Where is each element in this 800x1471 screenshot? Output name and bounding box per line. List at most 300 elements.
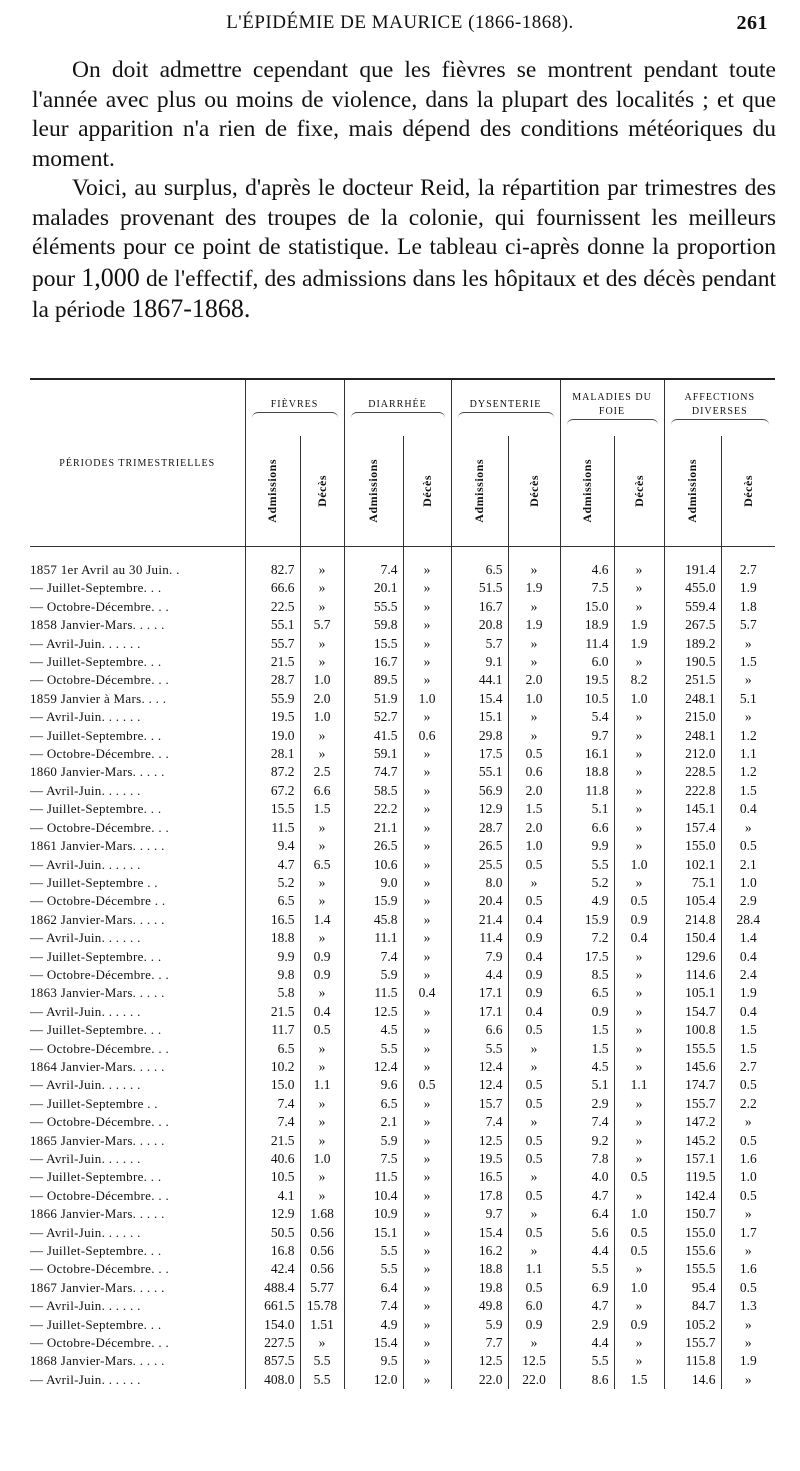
admissions-cell: 56.9 xyxy=(451,782,508,800)
admissions-cell: 16.1 xyxy=(560,745,614,763)
period-cell: — Octobre-Décembre. . . xyxy=(30,1335,170,1351)
admissions-column-header xyxy=(245,436,300,547)
admissions-cell: 15.5 xyxy=(245,800,300,818)
brace xyxy=(671,419,770,426)
admissions-cell: 21.1 xyxy=(344,819,403,837)
deces-cell: 12.5 xyxy=(508,1352,560,1370)
deces-cell: 0.5 xyxy=(508,1021,560,1039)
deces-label: Décès xyxy=(631,475,646,507)
deces-cell: » xyxy=(300,1058,344,1076)
deces-cell: » xyxy=(403,745,451,763)
admissions-cell: 6.5 xyxy=(344,1095,403,1113)
admissions-cell: 150.7 xyxy=(664,1205,721,1223)
admissions-cell: 84.7 xyxy=(664,1297,721,1315)
group-header-dysenterie xyxy=(451,379,560,436)
deces-cell: 2.7 xyxy=(721,547,775,580)
admissions-cell: 5.7 xyxy=(451,635,508,653)
admissions-cell: 4.6 xyxy=(560,547,614,580)
admissions-cell: 100.8 xyxy=(664,1021,721,1039)
admissions-cell: 4.9 xyxy=(560,892,614,910)
deces-cell: 2.1 xyxy=(721,856,775,874)
deces-cell: 1.5 xyxy=(721,782,775,800)
admissions-cell: 9.1 xyxy=(451,653,508,671)
admissions-cell: 18.8 xyxy=(451,1260,508,1278)
admissions-cell: 5.5 xyxy=(344,1260,403,1278)
admissions-cell: 17.1 xyxy=(451,1003,508,1021)
deces-cell: 1.0 xyxy=(403,690,451,708)
admissions-cell: 6.0 xyxy=(560,653,614,671)
deces-cell: » xyxy=(614,1058,664,1076)
admissions-cell: 12.4 xyxy=(344,1058,403,1076)
table-row xyxy=(30,856,775,874)
admissions-cell: 105.4 xyxy=(664,892,721,910)
deces-cell: » xyxy=(300,547,344,580)
deces-cell: » xyxy=(300,874,344,892)
deces-cell: » xyxy=(300,1095,344,1113)
admissions-cell: 11.5 xyxy=(344,984,403,1002)
deces-cell: » xyxy=(614,727,664,745)
admissions-cell: 7.8 xyxy=(560,1150,614,1168)
admissions-cell: 114.6 xyxy=(664,966,721,984)
deces-cell: » xyxy=(403,874,451,892)
period-cell: — Avril-Juin. . . . . . xyxy=(30,1151,141,1166)
admissions-cell: 18.8 xyxy=(560,763,614,781)
table-row xyxy=(30,837,775,855)
deces-cell: » xyxy=(403,1297,451,1315)
admissions-cell: 6.5 xyxy=(245,892,300,910)
admissions-cell: 10.5 xyxy=(560,690,614,708)
admissions-cell: 455.0 xyxy=(664,579,721,597)
admissions-cell: 9.4 xyxy=(245,837,300,855)
deces-cell: 6.6 xyxy=(300,782,344,800)
deces-cell: 1.0 xyxy=(614,1205,664,1223)
table-row xyxy=(30,763,775,781)
admissions-cell: 7.4 xyxy=(451,1113,508,1131)
admissions-cell: 9.6 xyxy=(344,1076,403,1094)
admissions-cell: 267.5 xyxy=(664,616,721,634)
deces-cell: » xyxy=(614,708,664,726)
deces-cell: 5.5 xyxy=(300,1371,344,1390)
admissions-cell: 5.4 xyxy=(560,708,614,726)
admissions-cell: 11.4 xyxy=(560,635,614,653)
table-row xyxy=(30,1095,775,1113)
admissions-cell: 5.9 xyxy=(344,1132,403,1150)
paragraph-2 xyxy=(32,174,776,326)
deces-cell: 1.2 xyxy=(721,727,775,745)
deces-cell: 0.5 xyxy=(508,745,560,763)
admissions-cell: 145.2 xyxy=(664,1132,721,1150)
admissions-cell: 16.5 xyxy=(451,1168,508,1186)
deces-cell: » xyxy=(300,837,344,855)
deces-cell: 0.9 xyxy=(300,948,344,966)
admissions-cell: 488.4 xyxy=(245,1279,300,1297)
admissions-cell: 11.4 xyxy=(451,929,508,947)
admissions-cell: 6.5 xyxy=(560,984,614,1002)
deces-cell: 5.1 xyxy=(721,690,775,708)
deces-cell: 1.9 xyxy=(614,635,664,653)
period-cell: — Juillet-Septembre . . xyxy=(30,874,158,890)
table-row xyxy=(30,1371,775,1390)
table-row xyxy=(30,782,775,800)
period-cell: — Juillet-Septembre. . . xyxy=(30,654,162,670)
deces-cell: » xyxy=(508,1242,560,1260)
deces-cell: 0.5 xyxy=(508,892,560,910)
table-row xyxy=(30,892,775,910)
deces-cell: » xyxy=(300,892,344,910)
deces-cell: 0.5 xyxy=(721,1076,775,1094)
table-row xyxy=(30,635,775,653)
admissions-cell: 4.5 xyxy=(560,1058,614,1076)
admissions-cell: 7.4 xyxy=(245,1095,300,1113)
deces-cell: 0.4 xyxy=(508,1003,560,1021)
deces-cell: 0.5 xyxy=(721,1187,775,1205)
group-label: MALADIES DU FOIE xyxy=(572,391,652,417)
deces-cell: 0.56 xyxy=(300,1224,344,1242)
deces-cell: 2.9 xyxy=(721,892,775,910)
admissions-cell: 8.5 xyxy=(560,966,614,984)
admissions-cell: 4.7 xyxy=(560,1297,614,1315)
admissions-cell: 6.6 xyxy=(560,819,614,837)
admissions-cell: 9.9 xyxy=(245,948,300,966)
period-column-header xyxy=(30,379,245,547)
admissions-cell: 4.7 xyxy=(245,856,300,874)
paragraph-2-period: 1867-1868. xyxy=(131,294,251,323)
deces-cell: » xyxy=(300,745,344,763)
deces-cell: » xyxy=(403,671,451,689)
deces-cell: » xyxy=(403,598,451,616)
deces-cell: » xyxy=(403,616,451,634)
brace xyxy=(351,412,445,419)
deces-cell: » xyxy=(403,1242,451,1260)
deces-cell: 1.1 xyxy=(508,1260,560,1278)
deces-cell: » xyxy=(300,984,344,1002)
table-row xyxy=(30,1021,775,1039)
period-cell: — Avril-Juin. . . . . . xyxy=(30,782,141,798)
admissions-cell: 5.1 xyxy=(560,800,614,818)
table-row xyxy=(30,690,775,708)
admissions-cell: 40.6 xyxy=(245,1150,300,1168)
admissions-cell: 87.2 xyxy=(245,763,300,781)
admissions-cell: 8.6 xyxy=(560,1371,614,1390)
deces-cell: 1.8 xyxy=(721,598,775,616)
table-row xyxy=(30,616,775,634)
admissions-cell: 191.4 xyxy=(664,547,721,580)
admissions-cell: 5.9 xyxy=(344,966,403,984)
deces-cell: » xyxy=(403,1260,451,1278)
admissions-cell: 142.4 xyxy=(664,1187,721,1205)
admissions-cell: 5.6 xyxy=(560,1224,614,1242)
admissions-cell: 11.5 xyxy=(245,819,300,837)
deces-cell: 2.0 xyxy=(508,671,560,689)
deces-cell: » xyxy=(721,1316,775,1334)
table-row xyxy=(30,984,775,1002)
deces-cell: 0.5 xyxy=(508,1187,560,1205)
deces-cell: » xyxy=(403,653,451,671)
table-row xyxy=(30,911,775,929)
admissions-cell: 28.7 xyxy=(245,671,300,689)
admissions-cell: 19.0 xyxy=(245,727,300,745)
admissions-cell: 4.9 xyxy=(344,1316,403,1334)
table-row xyxy=(30,1205,775,1223)
admissions-cell: 222.8 xyxy=(664,782,721,800)
deces-cell: » xyxy=(403,635,451,653)
period-cell: 1866 Janvier-Mars. . . . . xyxy=(30,1206,165,1222)
deces-cell: » xyxy=(721,671,775,689)
admissions-cell: 115.8 xyxy=(664,1352,721,1370)
admissions-cell: 9.9 xyxy=(560,837,614,855)
admissions-cell: 20.4 xyxy=(451,892,508,910)
deces-cell: » xyxy=(403,1334,451,1352)
table-row xyxy=(30,1260,775,1278)
table-row xyxy=(30,966,775,984)
deces-cell: » xyxy=(614,579,664,597)
admissions-cell: 2.9 xyxy=(560,1095,614,1113)
deces-cell: 1.51 xyxy=(300,1316,344,1334)
deces-cell: 6.5 xyxy=(300,856,344,874)
brace xyxy=(252,412,338,419)
deces-cell: 1.5 xyxy=(508,800,560,818)
deces-cell: 0.9 xyxy=(508,1316,560,1334)
period-cell: — Octobre-Décembre . . xyxy=(30,893,166,909)
deces-cell: 1.9 xyxy=(721,1352,775,1370)
deces-cell: » xyxy=(614,984,664,1002)
admissions-cell: 16.8 xyxy=(245,1242,300,1260)
admissions-cell: 15.0 xyxy=(245,1076,300,1094)
admissions-cell: 0.9 xyxy=(560,1003,614,1021)
admissions-cell: 15.1 xyxy=(344,1224,403,1242)
table-row xyxy=(30,929,775,947)
admissions-cell: 145.6 xyxy=(664,1058,721,1076)
table-row xyxy=(30,579,775,597)
table-row xyxy=(30,671,775,689)
admissions-cell: 26.5 xyxy=(451,837,508,855)
period-cell: — Juillet-Septembre. . . xyxy=(30,727,162,743)
deces-cell: » xyxy=(403,1371,451,1390)
admissions-cell: 10.6 xyxy=(344,856,403,874)
deces-cell: » xyxy=(508,1040,560,1058)
admissions-cell: 19.5 xyxy=(245,708,300,726)
deces-cell: » xyxy=(403,1021,451,1039)
admissions-cell: 15.0 xyxy=(560,598,614,616)
deces-cell: » xyxy=(403,837,451,855)
deces-cell: 0.5 xyxy=(508,1095,560,1113)
deces-cell: » xyxy=(508,1168,560,1186)
deces-cell: 1.5 xyxy=(721,1021,775,1039)
admissions-cell: 26.5 xyxy=(344,837,403,855)
period-cell: — Avril-Juin. . . . . . xyxy=(30,709,141,725)
admissions-cell: 55.1 xyxy=(245,616,300,634)
admissions-cell: 44.1 xyxy=(451,671,508,689)
admissions-cell: 21.5 xyxy=(245,1132,300,1150)
deces-cell: 1.0 xyxy=(300,671,344,689)
deces-cell: 0.9 xyxy=(300,966,344,984)
period-cell: — Avril-Juin. . . . . . xyxy=(30,1224,141,1240)
deces-label: Décès xyxy=(419,475,434,507)
deces-cell: » xyxy=(403,547,451,580)
deces-cell: » xyxy=(300,1187,344,1205)
admissions-cell: 5.5 xyxy=(560,1260,614,1278)
admissions-cell: 19.8 xyxy=(451,1279,508,1297)
table-row xyxy=(30,1279,775,1297)
deces-cell: 0.4 xyxy=(721,800,775,818)
admissions-cell: 155.6 xyxy=(664,1242,721,1260)
period-cell: 1865 Janvier-Mars. . . . . xyxy=(30,1132,165,1148)
period-cell: — Octobre-Décembre. . . xyxy=(30,819,170,835)
admissions-cell: 155.7 xyxy=(664,1334,721,1352)
admissions-label: Admissions xyxy=(265,459,279,523)
admissions-cell: 10.9 xyxy=(344,1205,403,1223)
deces-cell: 1.0 xyxy=(721,874,775,892)
deces-cell: 1.0 xyxy=(300,1150,344,1168)
admissions-cell: 16.2 xyxy=(451,1242,508,1260)
admissions-cell: 4.4 xyxy=(560,1334,614,1352)
admissions-cell: 15.4 xyxy=(451,1224,508,1242)
table-row xyxy=(30,1076,775,1094)
admissions-cell: 4.1 xyxy=(245,1187,300,1205)
deces-cell: 1.0 xyxy=(614,1279,664,1297)
deces-cell: » xyxy=(403,856,451,874)
admissions-cell: 42.4 xyxy=(245,1260,300,1278)
deces-cell: » xyxy=(300,653,344,671)
period-cell: — Juillet-Septembre. . . xyxy=(30,1316,162,1332)
admissions-cell: 10.2 xyxy=(245,1058,300,1076)
admissions-label: Admissions xyxy=(366,459,380,523)
deces-cell: 0.5 xyxy=(614,1242,664,1260)
deces-cell: 1.2 xyxy=(721,763,775,781)
deces-column-header xyxy=(721,436,775,547)
deces-cell: 5.7 xyxy=(300,616,344,634)
admissions-cell: 154.7 xyxy=(664,1003,721,1021)
deces-column-header xyxy=(614,436,664,547)
paragraph-1: On doit admettre cependant que les fièvres se montrent pendant toute l'année avec plus ou moins de violence, dans la plupart des localités ; et que leur apparition n'a rien de fixe, mais dépend des conditions météoriques du moment. xyxy=(32,57,776,172)
deces-cell: 1.5 xyxy=(614,1371,664,1390)
admissions-column-header xyxy=(560,436,614,547)
deces-cell: » xyxy=(403,1150,451,1168)
admissions-cell: 5.8 xyxy=(245,984,300,1002)
period-cell: — Avril-Juin. . . . . . xyxy=(30,1077,141,1093)
admissions-cell: 408.0 xyxy=(245,1371,300,1390)
admissions-cell: 4.4 xyxy=(560,1242,614,1260)
deces-cell: 2.7 xyxy=(721,1058,775,1076)
table-row xyxy=(30,1242,775,1260)
deces-cell: 0.5 xyxy=(614,892,664,910)
admissions-cell: 59.8 xyxy=(344,616,403,634)
admissions-cell: 16.5 xyxy=(245,911,300,929)
admissions-cell: 5.5 xyxy=(560,856,614,874)
admissions-column-header xyxy=(344,436,403,547)
deces-cell: » xyxy=(403,892,451,910)
admissions-column-header xyxy=(664,436,721,547)
deces-cell: 1.0 xyxy=(508,690,560,708)
deces-label: Décès xyxy=(526,475,541,507)
deces-cell: 2.5 xyxy=(300,763,344,781)
admissions-cell: 5.5 xyxy=(560,1352,614,1370)
deces-cell: 0.6 xyxy=(508,763,560,781)
admissions-cell: 12.5 xyxy=(451,1352,508,1370)
table-row xyxy=(30,1113,775,1131)
deces-cell: 2.0 xyxy=(508,819,560,837)
deces-cell: » xyxy=(300,1168,344,1186)
deces-label: Décès xyxy=(314,475,329,507)
deces-cell: » xyxy=(721,1371,775,1390)
table-row xyxy=(30,547,775,580)
admissions-cell: 19.5 xyxy=(451,1150,508,1168)
admissions-cell: 15.9 xyxy=(344,892,403,910)
deces-cell: 1.9 xyxy=(508,579,560,597)
admissions-label: Admissions xyxy=(579,459,594,523)
admissions-cell: 9.2 xyxy=(560,1132,614,1150)
deces-cell: 1.0 xyxy=(508,837,560,855)
paragraph-2-ratio: 1,000 xyxy=(81,262,140,292)
deces-cell: » xyxy=(300,727,344,745)
deces-cell: 1.5 xyxy=(721,1040,775,1058)
period-header-label: PÉRIODES TRIMESTRIELLES xyxy=(59,457,216,469)
deces-cell: » xyxy=(508,708,560,726)
period-cell: — Juillet-Septembre. . . xyxy=(30,948,162,964)
admissions-cell: 6.5 xyxy=(245,1040,300,1058)
period-cell: 1862 Janvier-Mars. . . . . xyxy=(30,911,165,927)
admissions-cell: 12.9 xyxy=(451,800,508,818)
admissions-cell: 9.0 xyxy=(344,874,403,892)
deces-cell: » xyxy=(403,800,451,818)
admissions-cell: 102.1 xyxy=(664,856,721,874)
admissions-cell: 11.7 xyxy=(245,1021,300,1039)
admissions-cell: 248.1 xyxy=(664,727,721,745)
admissions-cell: 17.5 xyxy=(560,948,614,966)
running-title: L'ÉPIDÉMIE DE MAURICE (1866-1868). xyxy=(226,12,574,33)
deces-cell: 0.9 xyxy=(508,929,560,947)
deces-cell: 0.4 xyxy=(508,948,560,966)
deces-cell: » xyxy=(614,1297,664,1315)
deces-cell: 2.0 xyxy=(508,782,560,800)
table-row xyxy=(30,598,775,616)
table-row xyxy=(30,727,775,745)
deces-column-header xyxy=(508,436,560,547)
deces-cell: 15.78 xyxy=(300,1297,344,1315)
deces-cell: » xyxy=(721,635,775,653)
deces-cell: » xyxy=(300,635,344,653)
admissions-cell: 15.7 xyxy=(451,1095,508,1113)
statistics-table xyxy=(30,378,775,1390)
table-row xyxy=(30,653,775,671)
deces-cell: 1.4 xyxy=(721,929,775,947)
table-row xyxy=(30,1352,775,1370)
deces-cell: » xyxy=(300,1334,344,1352)
table-row xyxy=(30,1058,775,1076)
admissions-cell: 15.9 xyxy=(560,911,614,929)
admissions-cell: 105.1 xyxy=(664,984,721,1002)
admissions-cell: 215.0 xyxy=(664,708,721,726)
page-number: 261 xyxy=(736,12,768,34)
deces-cell: » xyxy=(614,1095,664,1113)
deces-cell: 1.0 xyxy=(300,708,344,726)
admissions-cell: 212.0 xyxy=(664,745,721,763)
period-cell: — Juillet-Septembre. . . xyxy=(30,801,162,817)
admissions-cell: 857.5 xyxy=(245,1352,300,1370)
deces-cell: » xyxy=(508,547,560,580)
deces-cell: » xyxy=(614,547,664,580)
admissions-cell: 7.4 xyxy=(344,1297,403,1315)
deces-cell: 1.0 xyxy=(721,1168,775,1186)
admissions-cell: 7.2 xyxy=(560,929,614,947)
admissions-cell: 7.9 xyxy=(451,948,508,966)
admissions-cell: 129.6 xyxy=(664,948,721,966)
admissions-cell: 174.7 xyxy=(664,1076,721,1094)
admissions-cell: 21.5 xyxy=(245,653,300,671)
period-cell: 1857 1er Avril au 30 Juin. . xyxy=(30,562,180,577)
admissions-cell: 227.5 xyxy=(245,1334,300,1352)
admissions-cell: 51.5 xyxy=(451,579,508,597)
